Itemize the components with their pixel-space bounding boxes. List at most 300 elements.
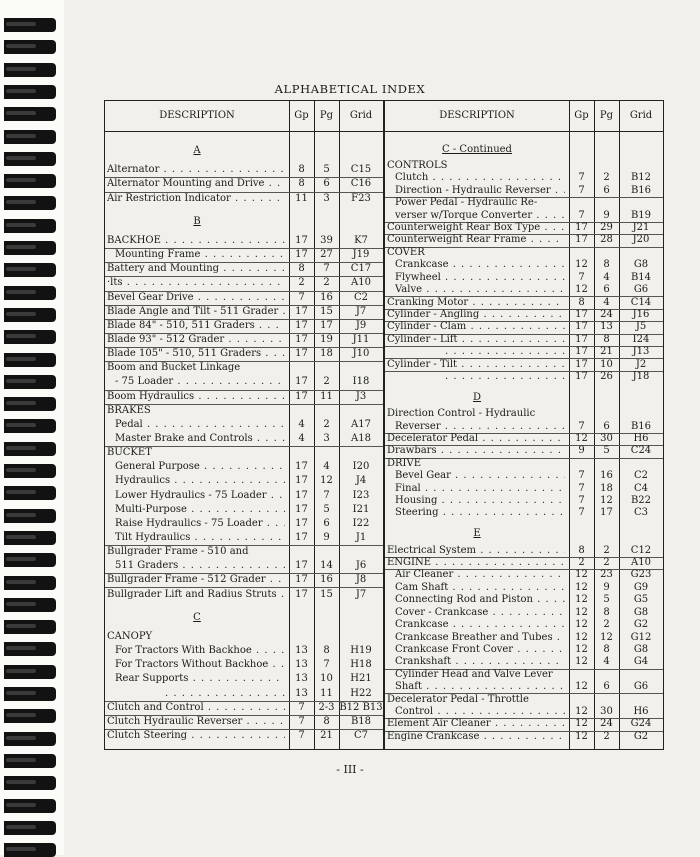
entry-description [107,164,285,176]
index-heading [385,247,663,259]
index-entry [385,334,663,346]
binding-ring [4,442,56,456]
entry-description [395,656,565,668]
entry-pg: 12 [320,475,333,487]
entry-gp: 7 [578,482,585,494]
index-entry [385,681,663,693]
index-entry [105,730,383,742]
entry-description [107,716,285,728]
entry-pg: 18 [600,482,613,494]
index-entry [385,644,663,656]
entry-gp: 12 [575,656,588,668]
entry-description [107,178,285,190]
index-entry [105,433,383,445]
entry-grid: B18 [350,715,372,727]
entry-gp: 17 [295,334,308,346]
entry-description-text: Housing [395,495,438,507]
entry-pg: 14 [320,560,333,572]
entry-grid: G2 [633,619,649,631]
entry-pg: 12 [600,631,613,643]
page-number: - III - [336,763,364,776]
index-entry [105,292,383,304]
index-entry [105,391,383,403]
entry-description-text: Cover - Crankcase [395,606,489,618]
entry-description [395,569,565,581]
entry-description-text: Direction Control - Hydraulic [387,408,536,420]
index-entry [105,716,383,728]
entry-description [115,673,285,685]
binding-ring [4,486,56,500]
entry-pg: 4 [323,461,330,473]
binding-ring [4,174,56,188]
entry-gp: 17 [575,370,588,382]
entry-gp: 7 [578,271,585,283]
entry-pg: 9 [603,581,610,593]
entry-description [115,560,285,572]
entry-gp: 17 [295,489,308,501]
entry-description [165,688,285,700]
entry-pg: 12 [600,495,613,507]
entry-description-text: Blade 93" - 512 Grader [107,334,225,346]
entry-description-text: Crankcase Front Cover [395,643,514,655]
entry-description [387,334,565,346]
entry-grid: G9 [633,581,649,593]
entry-description-text: BRAKES [107,404,151,416]
entry-description [115,419,285,431]
entry-grid: J4 [355,475,367,487]
index-entry [385,185,663,197]
entry-gp: 13 [295,659,308,671]
entry-pg: 24 [600,718,613,730]
entry-gp: 12 [575,718,588,730]
entry-description-text: Cylinder - Tilt [387,358,458,370]
entry-description [395,706,565,718]
entry-description [387,718,565,730]
entry-grid: G4 [633,656,649,668]
binding-ring [4,308,56,322]
entry-description [107,405,285,417]
binding-ring [4,553,56,567]
entry-description [395,272,565,284]
entry-description [387,694,565,706]
entry-description-text: Control [395,705,434,717]
entry-grid: J2 [635,358,647,370]
entry-pg: 8 [603,259,610,271]
index-entry [385,470,663,482]
entry-grid: C15 [350,164,372,176]
binding-ring [4,219,56,233]
index-entry [105,334,383,346]
entry-pg: 3 [323,433,330,444]
entry-grid: J7 [355,305,367,317]
entry-grid: C4 [633,482,648,494]
entry-description-text: Clutch Hydraulic Reverser [107,715,243,727]
entry-grid: G2 [633,730,649,742]
entry-pg: 2 [323,418,330,430]
entry-description [107,447,285,459]
entry-description-text: Master Brake and Controls [115,433,253,444]
entry-description [395,669,565,681]
entry-description [107,362,285,374]
index-entry [385,594,663,606]
entry-gp: 13 [295,673,308,685]
entry-pg: 5 [603,594,610,606]
entry-grid: H22 [350,687,372,699]
entry-description [387,359,565,371]
entry-pg: 8 [603,333,610,345]
entry-description-text: Cam Shaft [395,581,449,593]
entry-description [387,222,565,234]
entry-description-text: Cylinder Head and Valve Lever [395,668,553,680]
entry-grid: H18 [350,659,372,671]
index-entry [105,348,383,360]
entry-grid: H21 [350,673,372,685]
entry-description [115,518,285,530]
entry-description [387,458,565,470]
entry-gp: 17 [295,390,308,402]
entry-description-text: verser w/Torque Converter [395,209,533,221]
binding-ring [4,687,56,701]
index-entry [385,421,663,433]
entry-grid: B16 [630,184,652,196]
entry-gp: 7 [578,507,585,519]
entry-pg: 26 [600,370,613,382]
entry-description [115,433,285,445]
entry-pg: 4 [603,296,610,308]
entry-grid: C2 [633,470,648,482]
entry-gp: 17 [575,222,588,234]
entry-gp: 7 [578,420,585,432]
entry-grid: G6 [633,284,649,296]
entry-pg: 16 [320,291,333,303]
binding-ring [4,18,56,32]
entry-gp: 7 [578,495,585,507]
entry-gp: 4 [298,433,305,444]
entry-description-text: Direction - Hydraulic Reverser [395,184,551,196]
entry-description-text: Battery and Mounting [107,263,220,275]
entry-description [395,681,565,693]
entry-grid: C17 [350,263,372,275]
entry-description [395,185,565,197]
entry-description-text: Engine Crankcase [387,730,480,742]
entry-description [107,320,285,332]
entry-pg: 5 [323,164,330,176]
binding-ring [4,40,56,54]
entry-gp: 17 [295,319,308,331]
section-letter: D [472,391,482,403]
entry-pg: 6 [323,517,330,529]
entry-description-text: Air Restriction Indicator [107,192,231,204]
entry-description [115,532,285,544]
entry-description-text: Drawbars [387,445,437,457]
entry-pg: 29 [600,222,613,234]
entry-grid: H6 [633,433,649,444]
entry-gp: 17 [295,588,308,600]
entry-pg: 10 [320,673,333,685]
binding-ring [4,821,56,835]
entry-description [387,433,565,445]
index-entry [385,483,663,495]
binding-ring [4,241,56,255]
entry-description [395,284,565,296]
entry-description [107,702,285,714]
index-heading [105,362,383,374]
entry-gp: 17 [295,376,308,388]
entry-description [395,210,565,222]
binding-ring [4,776,56,790]
entry-gp: 12 [575,606,588,618]
index-heading [105,546,383,558]
entry-pg: 4 [603,656,610,668]
entry-grid: G8 [633,606,649,618]
index-entry [105,461,383,473]
entry-description [395,197,565,209]
entry-description [115,475,285,487]
binding-ring [4,464,56,478]
index-entry [105,532,383,544]
index-heading [385,458,663,470]
entry-pg: 19 [320,334,333,346]
entry-gp: 7 [298,729,305,741]
entry-description-text: Rear Supports [115,673,189,685]
index-entry [105,659,383,671]
entry-description-text: Counterweight Rear Box Type [387,222,541,234]
entry-pg: 2 [323,376,330,388]
index-entry [105,376,383,388]
entry-description-text: Pedal [115,418,143,430]
entry-description [445,346,565,358]
index-entry [385,607,663,619]
index-entry [105,504,383,516]
entry-description-text: Clutch Steering [107,729,188,741]
entry-description [395,632,565,644]
entry-gp: 4 [298,418,305,430]
entry-description [387,557,565,569]
entry-grid: G8 [633,259,649,271]
binding-ring [4,531,56,545]
index-entry [385,632,663,644]
index-entry [105,490,383,502]
section-letter: C - Continued [442,143,512,155]
entry-description [107,277,285,289]
entry-description-text: Blade Angle and Tilt - 511 Grader [107,305,279,317]
entry-grid: B12 [630,172,652,184]
entry-gp: 12 [575,581,588,593]
entry-description [395,507,565,519]
entry-description-text: Reverser [395,420,441,432]
entry-description-text: BUCKET [107,447,152,459]
index-entry [385,259,663,271]
index-entry [105,249,383,261]
entry-grid: J20 [632,234,650,246]
entry-pg: 15 [320,305,333,317]
entry-gp: 12 [575,730,588,742]
index-entry [105,306,383,318]
entry-description [445,371,565,383]
entry-description-text: Cylinder - Angling [387,308,480,320]
entry-description-text: For Tractors Without Backhoe [115,659,269,671]
entry-description-text: Alternator Mounting and Drive [107,178,265,190]
entry-description [395,607,565,619]
index-entry [385,507,663,519]
entry-pg: 15 [320,588,333,600]
index-entry [385,346,663,358]
entry-description-text: Electrical System [387,544,477,556]
entry-pg: 11 [320,687,333,699]
header-pg-left: Pg [319,110,334,121]
entry-gp: 12 [575,594,588,606]
index-entry [385,656,663,668]
entry-description [387,247,565,259]
header-grid-right: Grid [629,110,653,121]
entry-description [107,193,285,205]
binding-ring [4,330,56,344]
entry-grid: J5 [635,321,647,333]
binding-ring [4,509,56,523]
entry-description [107,391,285,403]
entry-pg: 8 [603,606,610,618]
entry-pg: 16 [320,574,333,586]
entry-description-text: Counterweight Rear Frame [387,234,527,246]
entry-gp: 17 [295,531,308,543]
entry-grid: J11 [352,334,370,346]
entry-description-text: Final [395,482,421,494]
entry-pg: 21 [600,346,613,358]
entry-grid: H6 [633,705,649,717]
index-heading [385,160,663,172]
entry-description-text: Power Pedal - Hydraulic Re- [395,197,538,209]
entry-gp: 2 [578,557,585,569]
binding-ring [4,130,56,144]
entry-description-text: BACKHOE [107,235,161,247]
entry-gp: 17 [295,461,308,473]
entry-gp: 11 [295,192,308,204]
header-description-right: DESCRIPTION [439,110,515,121]
entry-description [387,297,565,309]
entry-description-text: Boom Hydraulics [107,390,195,402]
entry-grid: B12 B13 [339,701,383,713]
entry-description-text: Clutch [395,172,429,184]
entry-grid: A10 [631,557,651,569]
entry-description [115,504,285,516]
entry-description [395,259,565,271]
entry-description [395,644,565,656]
entry-description-text: Alternator [107,164,160,176]
entry-description [115,645,285,657]
index-entry [385,731,663,743]
binding-ring [4,419,56,433]
binding-ring [4,63,56,77]
entry-description [115,490,285,502]
index-entry [385,582,663,594]
entry-description [107,589,285,601]
binding-ring [4,152,56,166]
binding-ring [4,375,56,389]
entry-description-text: Bullgrader Frame - 512 Grader [107,574,266,586]
entry-gp: 12 [575,433,588,444]
entry-grid: I24 [632,333,650,345]
index-entry [105,178,383,190]
entry-gp: 8 [578,296,585,308]
entry-grid: B19 [630,209,652,221]
entry-description [115,659,285,671]
index-entry [385,321,663,333]
index-entry [385,359,663,371]
entry-grid: J1 [355,531,367,543]
entry-description-text: Decelerator Pedal [387,433,479,444]
binding-ring [4,665,56,679]
binding-ring [4,397,56,411]
header-grid-left: Grid [349,110,373,121]
index-entry [385,272,663,284]
entry-pg: 7 [323,263,330,275]
entry-description-text: Boom and Bucket Linkage [107,362,241,374]
entry-description-text: Air Cleaner [395,569,454,581]
section-letter: A [193,144,201,156]
entry-description [387,731,565,743]
entry-description [387,160,565,172]
entry-description [395,421,565,433]
entry-pg: 39 [320,235,333,247]
entry-gp: 17 [575,358,588,370]
index-entry [385,297,663,309]
entry-grid: J6 [355,560,367,572]
index-entry [385,210,663,222]
entry-description [395,594,565,606]
index-entry [385,557,663,569]
entry-description [387,408,565,420]
entry-grid: G24 [630,718,652,730]
entry-gp: 17 [575,333,588,345]
entry-description [395,619,565,631]
entry-grid: B22 [630,495,652,507]
index-heading [385,694,663,706]
index-entry [385,433,663,445]
entry-pg: 24 [600,308,613,320]
entry-grid: B14 [630,271,652,283]
entry-pg: 5 [323,503,330,515]
entry-grid: B16 [630,420,652,432]
entry-description-text: Bullgrader Frame - 510 and [107,546,249,558]
entry-pg: 2-3 [318,701,335,713]
entry-description [395,470,565,482]
binding-ring [4,263,56,277]
binding-ring [4,709,56,723]
entry-grid: J19 [352,249,370,261]
index-entry [385,284,663,296]
entry-description [107,730,285,742]
entry-gp: 12 [575,569,588,581]
index-heading [385,669,663,681]
entry-description-text: For Tractors With Backhoe [115,645,252,657]
entry-grid: G8 [633,643,649,655]
entry-gp: 17 [295,517,308,529]
entry-grid: J9 [355,319,367,331]
entry-pg: 6 [603,184,610,196]
entry-description-text: Bullgrader Lift and Radius Struts [107,588,277,600]
entry-pg: 30 [600,433,613,444]
entry-description [107,574,285,586]
entry-grid: J21 [632,222,650,234]
entry-description [387,445,565,457]
index-heading [105,447,383,459]
section-letter: B [193,215,201,227]
entry-description-text: Cylinder - Lift [387,333,458,345]
entry-description [107,348,285,360]
entry-pg: 3 [323,192,330,204]
index-entry [385,706,663,718]
entry-gp: 8 [298,263,305,275]
